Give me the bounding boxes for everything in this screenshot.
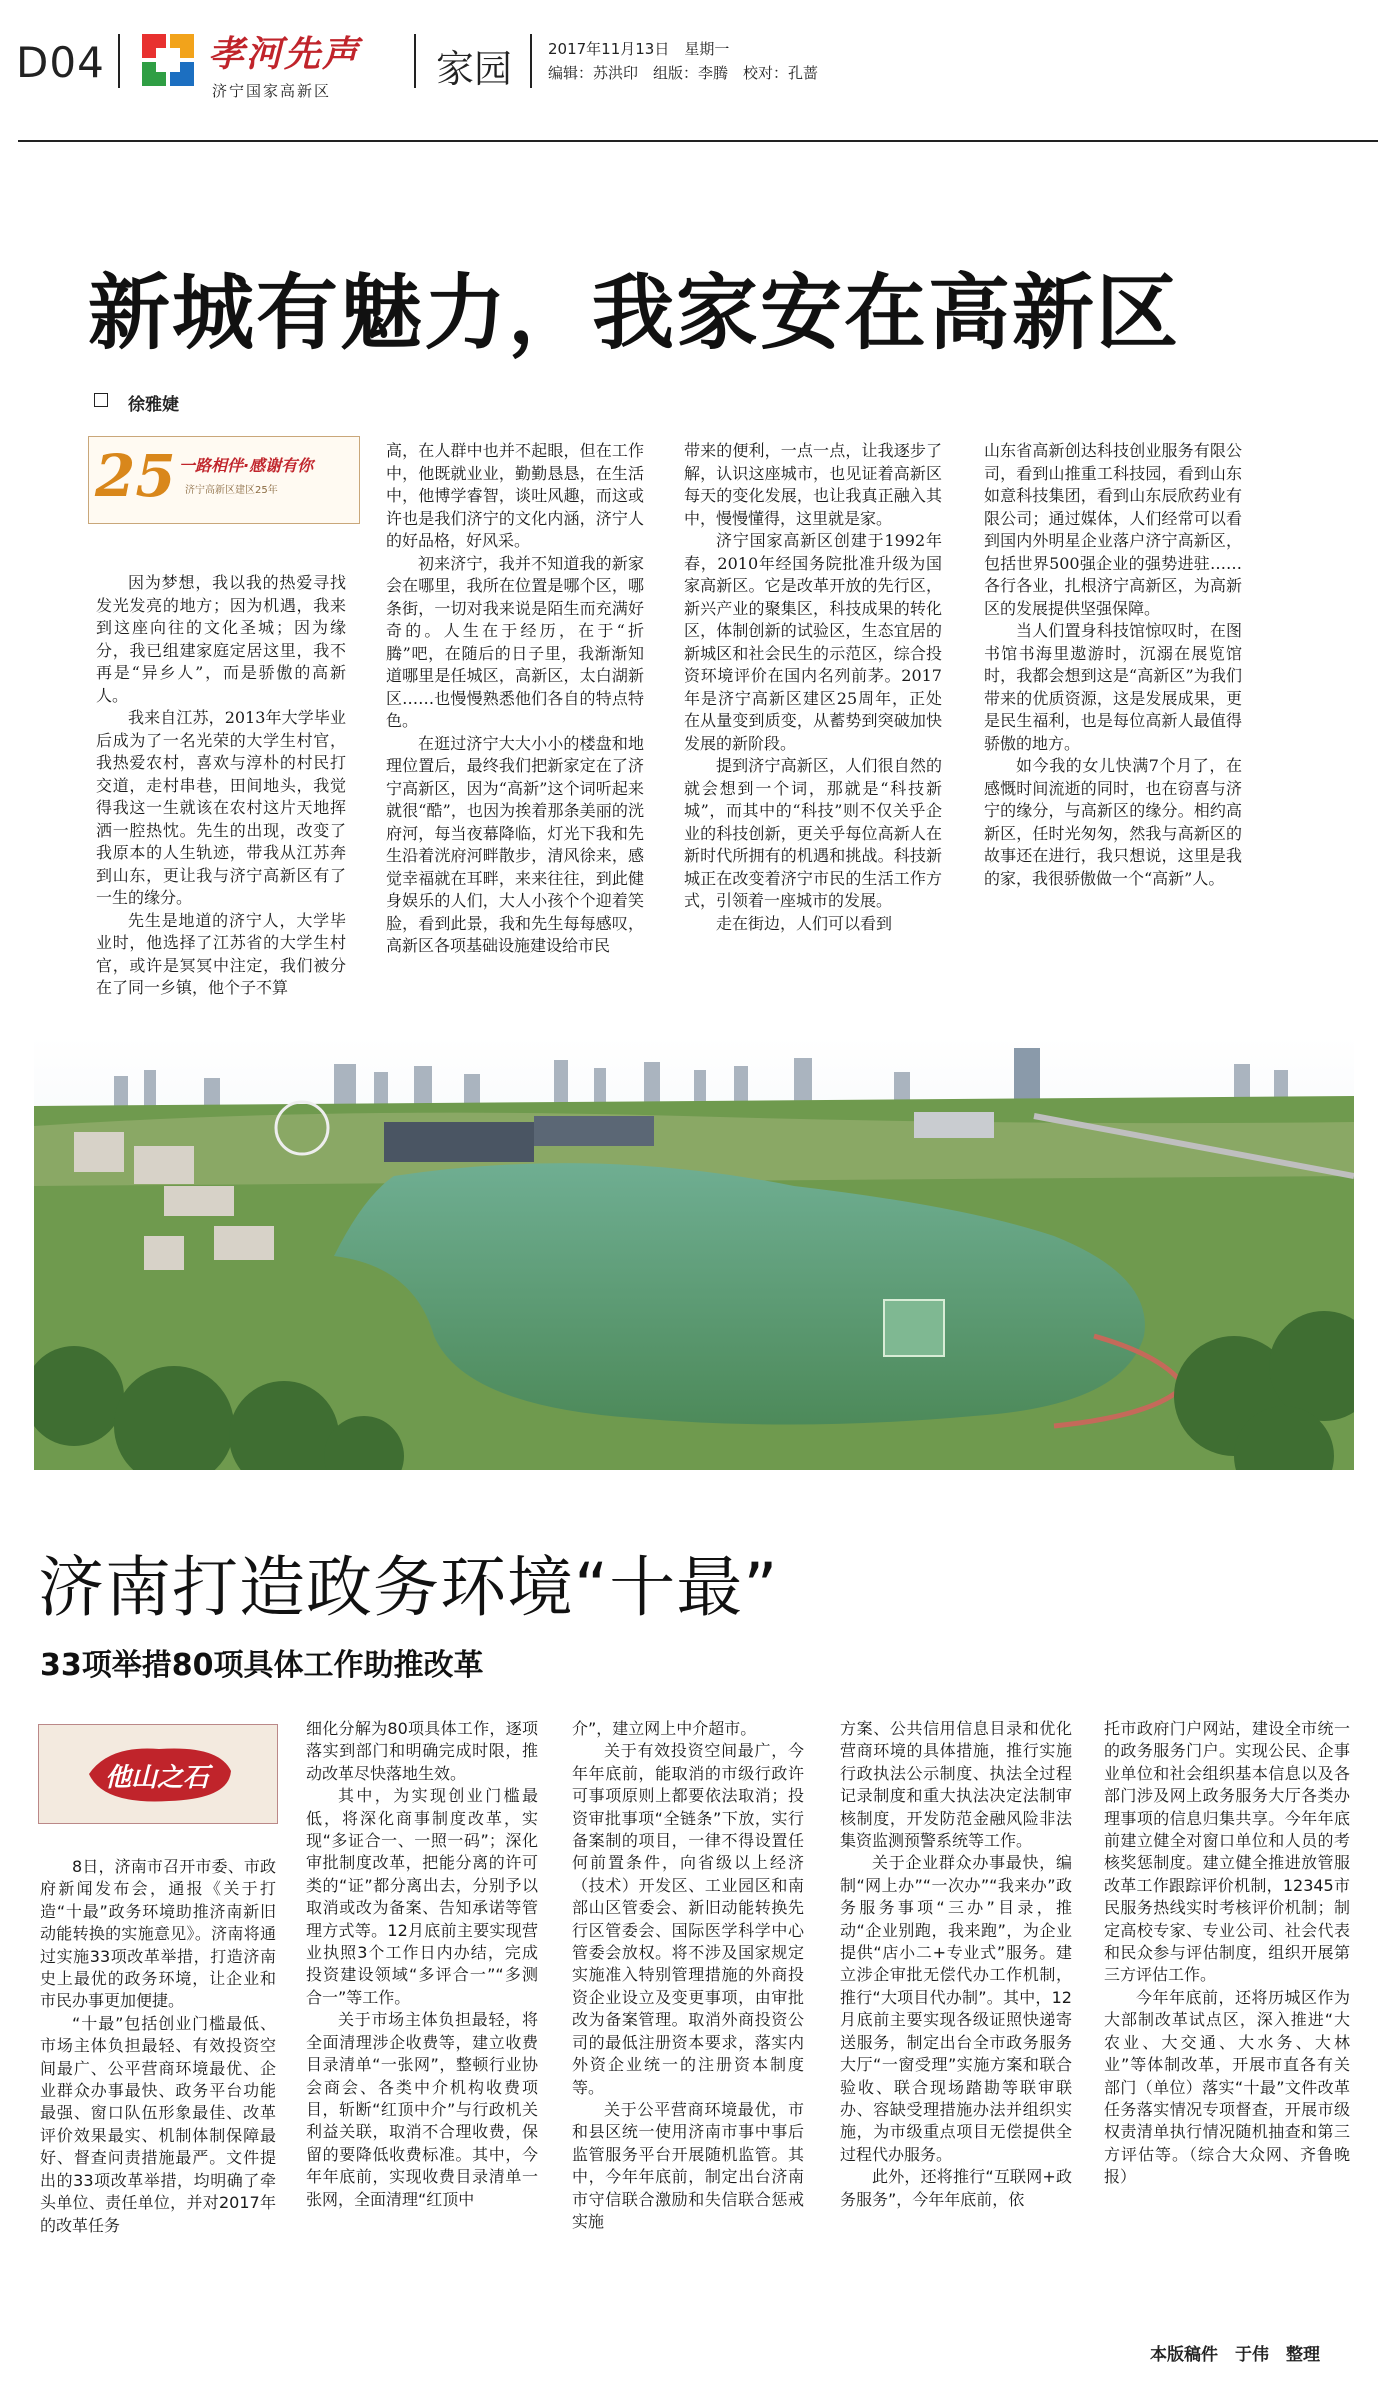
anniversary-slogan: 一路相伴·感谢有你 (179, 456, 314, 475)
section-name: 家园 (436, 47, 513, 91)
page-credit: 本版稿件 于伟 整理 (1150, 2345, 1320, 2365)
paragraph: 关于市场主体负担最轻，将全面清理涉企收费等，建立收费目录清单“一张网”，整顿行业协会商会、各类中介机构收费项目，斩断“红顶中介”与行政机关利益关联，取消不合理收费，保留的要降低收费标准。其中，今年年底前，实现收费目录清单一张网，全面清理“红顶中 (306, 2010, 538, 2209)
paragraph: 今年年底前，还将历城区作为大部制改革试点区，深入推进“大农业、大交通、大水务、大林业”等体制改革，开展市直各有关部门（单位）落实“十最”文件改革任务落实情况专项督查，开展市级权责清单执行情况随机抽查和第三方评估等。（综合大众网、齐鲁晚报） (1104, 1987, 1350, 2187)
article-column (386, 440, 644, 958)
paragraph: 8日，济南市召开市委、市政府新闻发布会，通报《关于打造“十最”政务环境助推济南新旧动能转换的实施意见》。济南将通过实施33项改革举措，打造济南史上最优的政务环境，让企业和市民办事更加便捷。 (40, 1857, 276, 2011)
paragraph: 关于企业群众办事最快，编制“网上办”“一次办”“我来办”政务服务事项“三办”目录，推动“企业别跑，我来跑”，为企业提供“店小二+专业式”服务。建立涉企审批无偿代办工作机制，推行“大项目代办制”。其中，12月底前主要实现各级证照快递寄送服务，制定出台全市政务服务大厅“一窗受理”实施方案和联合验收、联合现场踏勘等联审联办、容缺受理措施办法并组织实施，为市级重点项目无偿提供全过程代办服务。 (840, 1853, 1072, 2164)
paragraph: 当人们置身科技馆惊叹时，在图书馆书海里遨游时，沉溺在展览馆时，我都会想到这是“高新区”为我们带来的优质资源，这是发展成果，更是民生福利，也是每位高新人最值得骄傲的地方。 (984, 621, 1242, 753)
paragraph: 如今我的女儿快满7个月了，在感慨时间流逝的同时，也在窃喜与济宁的缘分，与高新区的缘分。相约高新区，任时光匆匆，然我与高新区的故事还在进行，我只想说，这里是我的家，我很骄傲做一个“高新”人。 (984, 756, 1242, 888)
paragraph: 其中，为实现创业门槛最低，将深化商事制度改革，实现“多证合一、一照一码”；深化审批制度改革，把能分离的许可类的“证”都分离出去，分别予以取消或改为备案、告知承诺等管理方式等。12月底前主要实现营业执照3个工作日内办结，完成投资建设领域“多评合一”“多测合一”等工作。 (306, 1786, 538, 2007)
header-rule (18, 140, 1378, 142)
aerial-photo (34, 1036, 1354, 1470)
anniversary-caption: 济宁高新区建区25年 (185, 485, 278, 496)
paragraph: 走在街边，人们可以看到 (716, 913, 893, 933)
anniversary-number: 25 (95, 442, 176, 510)
editors-line: 编辑：苏洪印 组版：李腾 校对：孔蔷 (548, 64, 819, 82)
paragraph: 细化分解为80项具体工作，逐项落实到部门和明确完成时限，推动改革尽快落地生效。 (306, 1719, 538, 1783)
headline: 新城有魅力，我家安在高新区 (88, 266, 1181, 361)
paragraph: 我来自江苏，2013年大学毕业后成为了一名光荣的大学生村官，我热爱农村，喜欢与淳朴的村民打交道，走村串巷，田间地头，我觉得我这一生就该在农村这片天地挥洒一腔热忱。先生的出现，改变了我原本的人生轨迹，带我从江苏奔到山东，更让我与济宁高新区有了一生的缘分。 (96, 708, 346, 907)
paragraph: 关于公平营商环境最优，市和县区统一使用济南市事中事后监管服务平台开展随机监管。其中，今年年底前，制定出台济南市守信联合激励和失信联合惩戒实施 (572, 2099, 804, 2231)
masthead-divider (414, 34, 416, 88)
byline-square-icon (94, 393, 108, 407)
paragraph: 介”，建立网上中介超市。 (572, 1719, 757, 1738)
article-column (40, 1856, 276, 2237)
newspaper-logo-icon (138, 30, 198, 90)
paragraph: 高，在人群中也并不起眼，但在工作中，他既就业业，勤勤恳恳，在生活中，他博学睿智，谈吐风趣，而这或许也是我们济宁的文化内涵，济宁人的好品格，好风采。 (386, 441, 644, 550)
article-column (306, 1718, 538, 2211)
byline: 徐雅婕 (128, 395, 179, 415)
seal-text: 他山之石 (105, 1763, 210, 1793)
paragraph: 带来的便利，一点一点，让我逐步了解，认识这座城市，也见证着高新区每天的变化发展，也让我真正融入其中，慢慢懂得，这里就是家。 (684, 441, 942, 528)
paragraph: 因为梦想，我以我的热爱寻找发光发亮的地方；因为机遇，我来到这座向往的文化圣城；因为缘分，我已组建家庭定居这里，我不再是“异乡人”，而是骄傲的高新人。 (96, 573, 346, 705)
paragraph: 先生是地道的济宁人，大学毕业时，他选择了江苏省的大学生村官，或许是冥冥中注定，我们被分在了同一乡镇，他个子不算 (96, 910, 346, 997)
paragraph: 提到济宁高新区，人们很自然的就会想到一个词，那就是“科技新城”，而其中的“科技”则不仅关乎企业的科技创新，更关乎每位高新人在新时代所拥有的机遇和挑战。科技新城正在改变着济宁市民的生活工作方式，引领着一座城市的发展。 (684, 756, 942, 910)
masthead-divider (118, 34, 120, 88)
paragraph: 初来济宁，我并不知道我的新家会在哪里，我所在位置是哪个区，哪条街，一切对我来说是陌生而充满好奇的。人生在于经历，在于“折腾”吧，在随后的日子里，我渐渐知道哪里是任城区，高新区，太白湖新区……也慢慢熟悉他们各自的特点特色。 (386, 553, 644, 730)
issue-date: 2017年11月13日 星期一 (548, 40, 730, 58)
column-seal (38, 1724, 278, 1824)
paragraph: 托市政府门户网站，建设全市统一的政务服务门户。实现公民、企事业单位和社会组织基本信息以及各部门涉及网上政务服务大厅各类办理事项的信息归集共享。今年年底前建立健全对窗口单位和人员的考核奖惩制度。建立健全推进放管服改革工作跟踪评价机制，12345市民服务热线实时考核评价机制；制定高校专家、专业公司、社会代表和民众参与评估制度，组织开展第三方评估工作。 (1104, 1719, 1350, 1985)
masthead-divider (530, 34, 532, 88)
paragraph: 此外，还将推行“互联网+政务服务”，今年年底前，依 (840, 2167, 1072, 2209)
article-column (684, 440, 942, 935)
paragraph: 济宁国家高新区创建于1992年春，2010年经国务院批准升级为国家高新区。它是改革开放的先行区，新兴产业的聚集区，科技成果的转化区，体制创新的试验区，生态宜居的新城区和社会民生的示范区，综合投资环境评价在国内名列前茅。2017年是济宁高新区建区25周年，正处在从量变到质变，从蓄势到突破加快发展的新阶段。 (684, 531, 942, 753)
paragraph: “十最”包括创业门槛最低、市场主体负担最轻、有效投资空间最广、公平营商环境最优、企业群众办事最快、政务平台功能最强、窗口队伍形象最佳、改革评价效果最实、机制体制保障最好、督查问责措施最严。文件提出的33项改革举措，均明确了牵头单位、责任单位，并对2017年的改革任务 (40, 2013, 276, 2235)
article-column (572, 1718, 804, 2233)
article-column (96, 572, 346, 1000)
brand-name: 孝河先声 (208, 33, 361, 75)
subheadline: 33项举措80项具体工作助推改革 (40, 1648, 484, 1683)
page-number: D04 (16, 38, 105, 87)
article-column (840, 1718, 1072, 2211)
paragraph: 山东省高新创达科技创业服务有限公司，看到山推重工科技园，看到山东如意科技集团，看到山东辰欣药业有限公司；通过媒体，人们经常可以看到国内外明星企业落户济宁高新区，包括世界500强企业的强势进驻……各行各业，扎根济宁高新区，为高新区的发展提供坚强保障。 (984, 441, 1242, 618)
headline: 济南打造政务环境“十最” (38, 1549, 779, 1626)
article-column (984, 440, 1242, 890)
anniversary-logo (88, 436, 360, 524)
paragraph: 在逛过济宁大大小小的楼盘和地理位置后，最终我们把新家定在了济宁高新区，因为“高新”这个词听起来就很“酷”，也因为挨着那条美丽的洸府河，每当夜幕降临，灯光下我和先生沿着洸府河畔散步，清风徐来，感觉幸福就在耳畔，来来往往，到此健身娱乐的人们，大人小孩个个迎着笑脸，看到此景，我和先生每每感叹，高新区各项基础设施建设给市民 (386, 733, 644, 955)
brand-subtitle: 济宁国家高新区 (212, 82, 332, 100)
article-column (1104, 1718, 1350, 2189)
paragraph: 方案、公共信用信息目录和优化营商环境的具体措施，推行实施行政执法公示制度、执法全过程记录制度和重大执法决定法制审核制度，开发防范金融风险非法集资监测预警系统等工作。 (840, 1719, 1072, 1851)
paragraph: 关于有效投资空间最广，今年年底前，能取消的市级行政许可事项原则上都要依法取消；投资审批事项“全链条”下放，实行备案制的项目，一律不得设置任何前置条件，向省级以上经济（技术）开发区、工业园区和南部山区管委会、新旧动能转换先行区管委会、国际医学科学中心管委会放权。将不涉及国家规定实施准入特别管理措施的外商投资企业设立及变更事项，由审批改为备案管理。取消外商投资公司的最低注册资本要求，落实内外资企业统一的注册资本制度等。 (572, 1741, 804, 2097)
